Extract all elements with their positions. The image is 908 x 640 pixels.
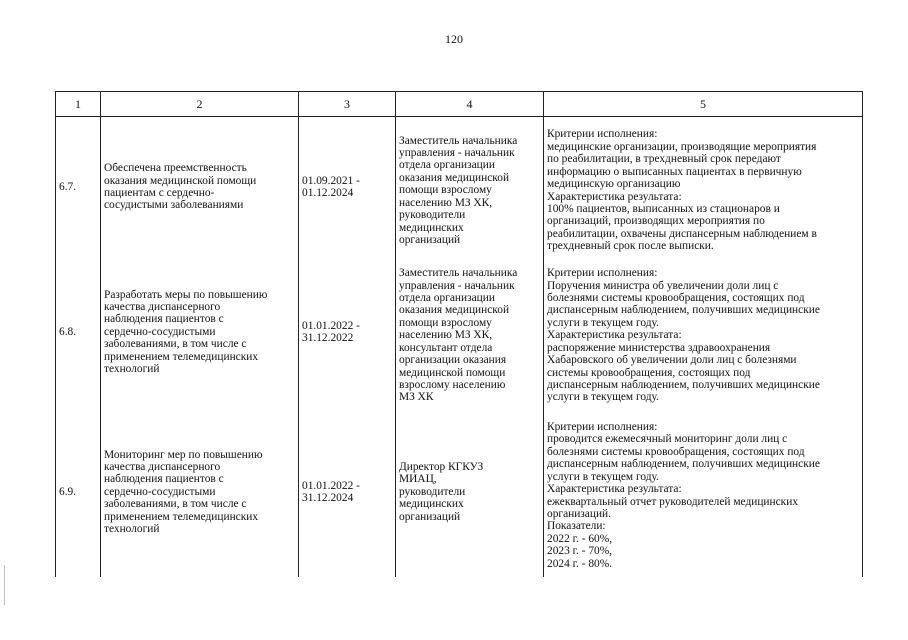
criteria-line: 100% пациентов, выписанных из стационаров и: [547, 202, 780, 215]
responsible-line: Заместитель начальника: [399, 134, 518, 147]
criteria-line: Критерии исполнения:: [547, 267, 658, 280]
header-col-1: 1: [56, 92, 101, 117]
task-line: технологий: [104, 523, 160, 536]
criteria-line: Хабаровского об увеличении доли лиц с болезнями: [547, 354, 797, 367]
task-line: наблюдения пациентов с: [104, 473, 224, 486]
dates-cell: [299, 117, 396, 258]
criteria-line: Характеристика результата:: [547, 190, 682, 203]
responsible-line: помощи взрослому: [399, 184, 492, 197]
criteria-line: диспансерным наблюдением, получивших медицинские: [547, 458, 820, 471]
date-start: 01.01.2022 -: [302, 479, 360, 492]
responsible-line: медицинских: [399, 221, 464, 234]
responsible-line: населению МЗ ХК,: [399, 196, 493, 209]
criteria-line: услуги в текущем году.: [547, 391, 659, 404]
responsible-line: управления - начальник: [399, 147, 515, 160]
responsible-cell: [396, 407, 544, 577]
criteria-line: услуги в текущем году.: [547, 470, 659, 483]
criteria-line: проводится ежемесячный мониторинг доли лиц с: [547, 433, 788, 446]
responsible-line: отдела организации: [399, 292, 495, 305]
task-line: Мониторинг мер по повышению: [104, 448, 263, 461]
criteria-line: Характеристика результата:: [547, 483, 682, 496]
task-cell: [101, 117, 299, 258]
criteria-line: распоряжение министерства здравоохранения: [547, 341, 771, 354]
task-line: сердечно-сосудистыми: [104, 485, 216, 498]
table-row: [56, 407, 863, 577]
responsible-line: оказания медицинской: [399, 304, 510, 317]
task-line: сердечно-сосудистыми: [104, 325, 216, 338]
header-row: [56, 92, 863, 117]
responsible-line: консультант отдела: [399, 341, 493, 354]
header-col-4: 4: [396, 92, 544, 117]
task-line: сосудистыми заболеваниями: [104, 199, 244, 212]
responsible-cell: [396, 117, 544, 258]
responsible-line: взрослому населению: [399, 378, 506, 391]
responsible-line: управления - начальник: [399, 279, 515, 292]
header-col-2: 2: [101, 92, 299, 117]
responsible-line: организации оказания: [399, 354, 507, 367]
scan-edge-mark: [4, 565, 5, 605]
criteria-line: 2024 г. - 80%.: [547, 557, 613, 570]
criteria-line: услуги в текущем году.: [547, 316, 659, 329]
responsible-cell: [396, 257, 544, 407]
criteria-line: Критерии исполнения:: [547, 128, 658, 141]
date-end: 01.12.2024: [302, 187, 354, 199]
dates-cell: [299, 257, 396, 407]
task-line: качества диспансерного: [104, 460, 221, 473]
task-line: пациентам с сердечно-: [104, 187, 215, 199]
dates-cell: [299, 407, 396, 577]
criteria-line: болезнями системы кровообращения, состоящих под: [547, 292, 805, 305]
task-line: Обеспечена преемственность: [104, 162, 247, 175]
date-end: 31.12.2024: [302, 492, 354, 504]
criteria-line: болезнями системы кровообращения, состоящих под: [547, 445, 805, 458]
responsible-line: медицинских: [399, 498, 464, 511]
row-number: 6.7.: [56, 117, 101, 258]
task-line: заболеваниями, в том числе с: [104, 338, 247, 351]
table-row: [56, 257, 863, 407]
date-start: 01.09.2021 -: [302, 174, 360, 187]
responsible-line: организаций: [399, 233, 461, 246]
criteria-line: системы кровообращения, состоящих под: [547, 366, 751, 379]
task-line: применением телемедицинских: [104, 510, 259, 523]
row-number: 6.9.: [56, 407, 101, 577]
criteria-line: трехдневный срок после выписки.: [547, 240, 714, 253]
date-end: 31.12.2022: [302, 332, 354, 344]
page-number: 120: [445, 32, 463, 46]
criteria-line: 2022 г. - 60%,: [547, 532, 613, 545]
criteria-cell: [544, 407, 863, 577]
responsible-line: населению МЗ ХК,: [399, 329, 493, 342]
responsible-line: организаций: [399, 510, 461, 523]
criteria-line: диспансерным наблюдением, получивших медицинские: [547, 304, 820, 317]
criteria-line: 2023 г. - 70%,: [547, 545, 613, 558]
criteria-line: диспансерным наблюдением, получивших медицинские: [547, 378, 820, 391]
header-col-3: 3: [299, 92, 396, 117]
criteria-line: Критерии исполнения:: [547, 421, 658, 434]
responsible-line: медицинской помощи: [399, 366, 506, 379]
task-line: качества диспансерного: [104, 300, 221, 313]
date-start: 01.01.2022 -: [302, 319, 360, 332]
table-row: [56, 117, 863, 258]
criteria-line: Поручения министра об увеличении доли лиц с: [547, 279, 779, 292]
task-cell: [101, 257, 299, 407]
responsible-line: МЗ ХК: [399, 391, 434, 404]
criteria-line: организаций, производящих мероприятия по: [547, 215, 765, 228]
responsible-line: МИАЦ,: [399, 473, 437, 486]
task-line: Разработать меры по повышению: [104, 288, 268, 301]
header-col-5: 5: [544, 92, 863, 117]
responsible-line: руководители: [399, 209, 466, 222]
responsible-line: оказания медицинской: [399, 171, 510, 184]
measures-table: [55, 91, 863, 577]
task-cell: [101, 407, 299, 577]
row-number: 6.8.: [56, 257, 101, 407]
criteria-line: Характеристика результата:: [547, 329, 682, 342]
criteria-line: организаций.: [547, 507, 611, 520]
criteria-line: ежеквартальный отчет руководителей медицинских: [547, 495, 799, 508]
task-line: технологий: [104, 363, 160, 376]
criteria-line: Показатели:: [547, 520, 606, 533]
responsible-line: Заместитель начальника: [399, 267, 518, 280]
responsible-line: Директор КГКУЗ: [399, 460, 484, 473]
criteria-line: информацию о выписанных пациентах в первичную: [547, 165, 802, 178]
task-line: применением телемедицинских: [104, 350, 259, 363]
task-line: заболеваниями, в том числе с: [104, 498, 247, 511]
task-line: наблюдения пациентов с: [104, 313, 224, 326]
criteria-cell: [544, 117, 863, 258]
criteria-cell: [544, 257, 863, 407]
task-line: оказания медицинской помощи: [104, 174, 257, 187]
responsible-line: руководители: [399, 485, 466, 498]
criteria-line: медицинские организации, производящие мероприятия: [547, 140, 817, 153]
criteria-line: по реабилитации, в трехдневный срок передают: [547, 153, 781, 166]
responsible-line: помощи взрослому: [399, 316, 492, 329]
criteria-line: медицинскую организацию: [547, 178, 681, 191]
criteria-line: реабилитации, охвачены диспансерным наблюдением в: [547, 227, 817, 240]
responsible-line: отдела организации: [399, 159, 495, 172]
